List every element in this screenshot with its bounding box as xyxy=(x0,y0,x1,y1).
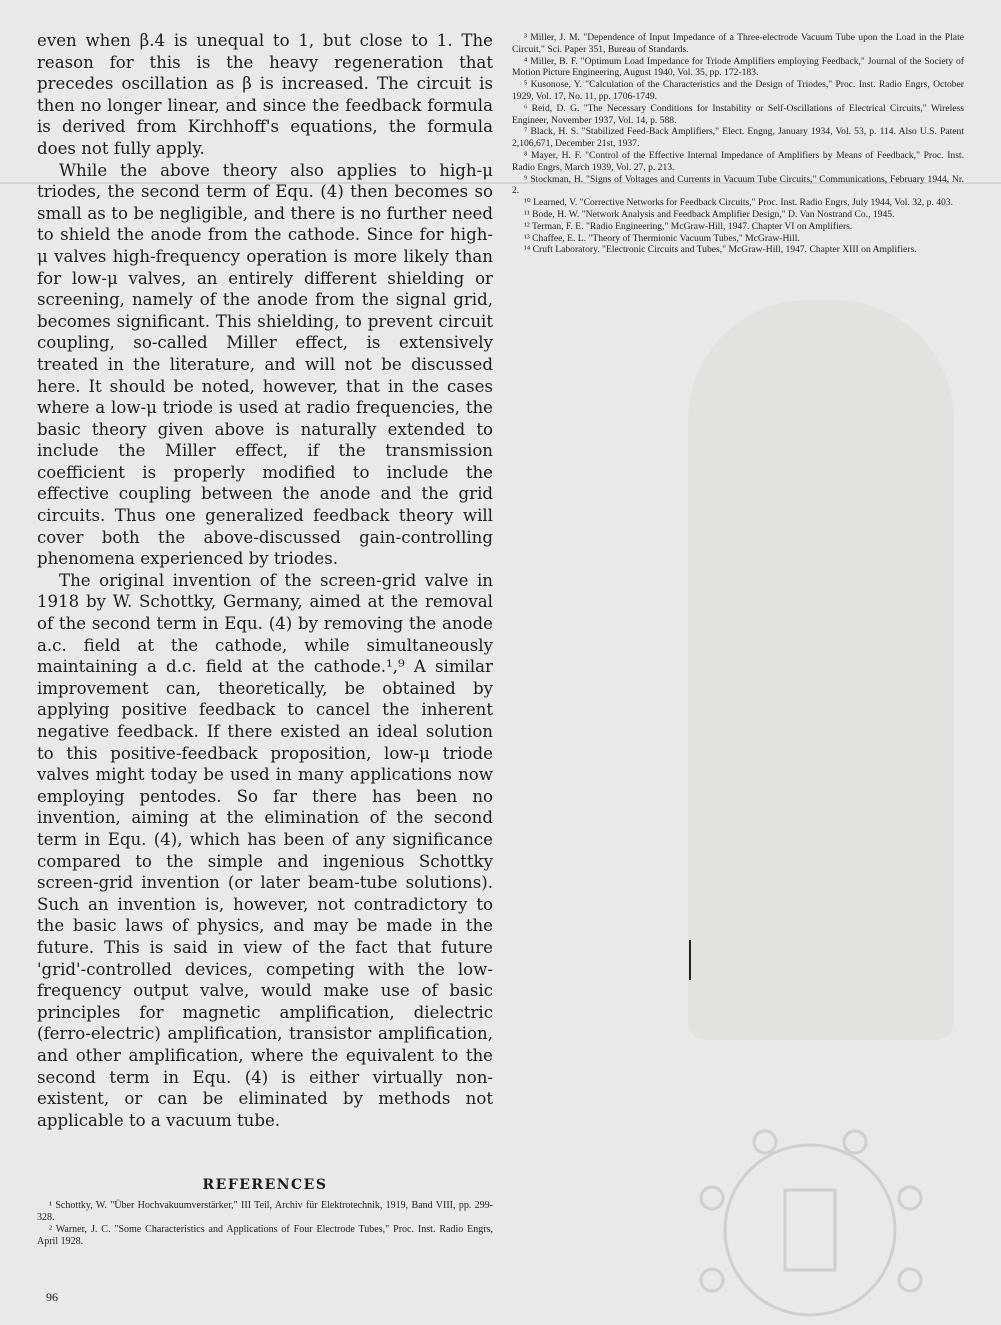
bleed-through-tube-image xyxy=(688,300,954,1040)
reference-item: ⁸ Mayer, H. F. "Control of the Effective Internal Impedance of Amplifiers by Means of Feedback," Proc. Inst. Radio Engrs, March 1939, Vol. 27, p. 213. xyxy=(512,149,964,173)
reference-item: ¹⁰ Learned, V. "Corrective Networks for Feedback Circuits," Proc. Inst. Radio Engrs, July 1944, Vol. 32, p. 403. xyxy=(524,197,953,209)
reference-item: ³ Miller, J. M. "Dependence of Input Impedance of a Three-electrode Vacuum Tube upon the Load in the Plate Circuit," Sci. Paper 351, Bureau of Standards. xyxy=(512,32,964,55)
bleed-through-base-diagram xyxy=(690,1120,930,1320)
reference-item: ⁶ Reid, D. G. "The Necessary Conditions for Instability or Self-Oscillations of Electrical Circuits," Wireless Engineer, November 1937, Vol. 14, p. 588. xyxy=(512,102,964,126)
margin-mark xyxy=(689,962,691,980)
references-left xyxy=(37,1200,493,1248)
reference-item: ¹¹ Bode, H. W. "Network Analysis and Feedback Amplifier Design," D. Van Nostrand Co., 1945. xyxy=(524,208,895,220)
references-right xyxy=(512,32,964,256)
paragraph-1: even when β.4 is unequal to 1, but close to 1. The reason for this is the heavy regeneration that precedes oscillation as β is increased. The circuit is then no longer linear, and since the feedback formula is derived from Kirchhoff's equations, the formula does not fully apply. xyxy=(37,31,493,158)
article-body xyxy=(37,30,493,1131)
reference-item: ⁴ Miller, B. F. "Optimum Load Impedance for Triode Amplifiers employing Feedback," Journal of the Society of Motion Picture Engineering, August 1940, Vol. 35, pp. 172-183. xyxy=(512,55,964,79)
reference-item: ¹³ Chaffee, E. L. "Theory of Thermionic Vacuum Tubes," McGraw-Hill. xyxy=(524,232,800,244)
reference-item: ¹² Terman, F. E. "Radio Engineering," McGraw-Hill, 1947. Chapter VI on Amplifiers. xyxy=(524,220,853,232)
paragraph-2: While the above theory also applies to high-μ triodes, the second term of Equ. (4) then becomes so small as to be negligible, and there is no further need to shield the anode from the cathode. Since for high-μ valves high-frequency operation is more likely than for low-μ valves, an entirely different shielding or screening, namely of the anode from the signal grid, becomes significant. This shielding, to prevent circuit coupling, so-called Miller effect, is extensively treated in the literature, and will not be discussed here. It should be noted, however, that in the cases where a low-μ triode is used at radio frequencies, the basic theory given above is naturally extended to include the Miller effect, if the transmission coefficient is properly modified to include the effective coupling between the anode and the grid circuits. Thus one generalized feedback theory will cover both the above-discussed gain-controlling phenomena experienced by triodes. xyxy=(37,160,493,569)
reference-item: ⁵ Kusonose, Y. "Calculation of the Characteristics and the Design of Triodes," Proc. Inst. Radio Engrs, October 1929, Vol. 17, No. 11, pp. 1706-1749. xyxy=(512,79,964,102)
paragraph-3: The original invention of the screen-grid valve in 1918 by W. Schottky, Germany, aimed at the removal of the second term in Equ. (4) by removing the anode a.c. field at the cathode, while simultaneously maintaining a d.c. field at the cathode.¹,⁹ A similar improvement can, theoretically, be obtained by applying positive feedback to cancel the inherent negative feedback. If there existed an ideal solution to this positive-feedback proposition, low-μ triode valves might today be used in many applications now employing pentodes. So far there has been no invention, aiming at the elimination of the second term in Equ. (4), which has been of any significance compared to the simple and ingenious Schottky screen-grid invention (or later beam-tube solutions). Such an invention is, however, not contradictory to the basic laws of physics, and may be made in the future. This is said in view of the fact that future 'grid'-controlled devices, competing with the low-frequency output valve, would make use of basic principles for magnetic amplification, dielectric (ferro-electric) amplification, transistor amplification, and other amplification, where the equivalent to the second term in Equ. (4) is either virtually non-existent, or can be eliminated by methods not applicable to a vacuum tube. xyxy=(37,570,493,1130)
reference-item: ¹ Schottky, W. "Über Hochvakuumverstärker," III Teil, Archiv für Elektrotechnik, 1919, Band VIII, pp. 299-328. xyxy=(37,1200,493,1223)
reference-item: ² Warner, J. C. "Some Characteristics and Applications of Four Electrode Tubes," Proc. Inst. Radio Engrs, April 1928. xyxy=(37,1224,493,1247)
reference-item: ¹⁴ Cruft Laboratory. "Electronic Circuits and Tubes," McGraw-Hill, 1947. Chapter XIII on Amplifiers. xyxy=(524,244,917,256)
reference-item: ⁷ Black, H. S. "Stabilized Feed-Back Amplifiers," Elect. Engng, January 1934, Vol. 53, p. 114. Also U.S. Patent 2,106,671, December 21st, 1937. xyxy=(512,126,964,150)
reference-item: ⁹ Stockman, H. "Signs of Voltages and Currents in Vacuum Tube Circuits," Communications, February 1944, Nr. 2. xyxy=(512,173,964,197)
margin-mark xyxy=(689,940,691,962)
references-heading: REFERENCES xyxy=(202,1177,328,1193)
page-number: 96 xyxy=(46,1290,58,1304)
